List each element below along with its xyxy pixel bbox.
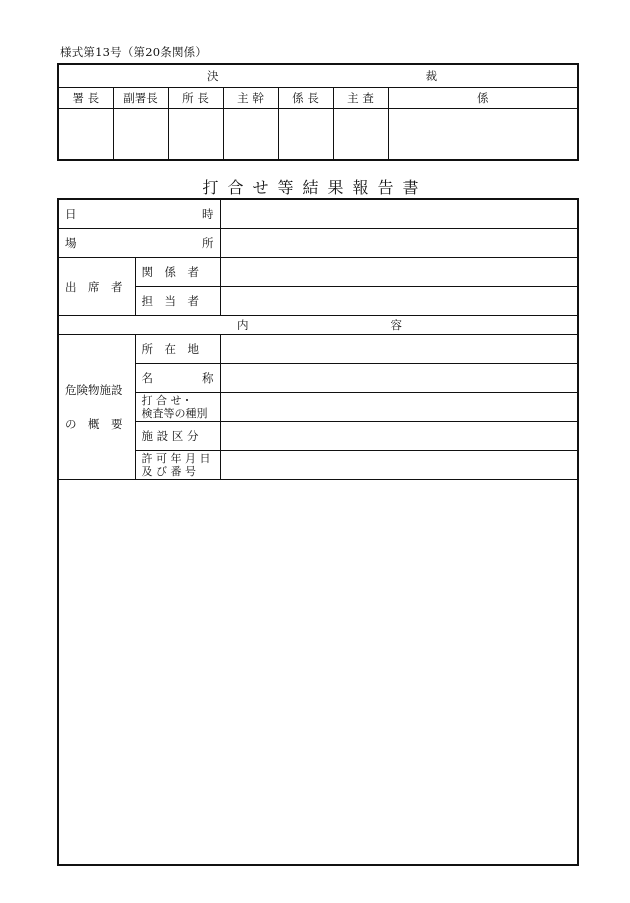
location-label: 所 在 地 bbox=[135, 335, 220, 364]
report-table bbox=[57, 198, 579, 866]
meeting-type-field[interactable] bbox=[220, 393, 578, 422]
role-station-head: 所 長 bbox=[168, 88, 223, 109]
staff-field[interactable] bbox=[220, 287, 578, 316]
facility-category-label: 施 設 区 分 bbox=[135, 422, 220, 451]
staff-label: 担 当 者 bbox=[135, 287, 220, 316]
date-field[interactable] bbox=[220, 199, 578, 229]
name-label: 名 称 bbox=[135, 364, 220, 393]
stamp-box-station-head[interactable] bbox=[168, 109, 223, 161]
approval-header-right: 裁 bbox=[425, 69, 438, 83]
role-section-head: 係 長 bbox=[278, 88, 333, 109]
role-inspector: 主 査 bbox=[333, 88, 388, 109]
stamp-box-supervisor[interactable] bbox=[223, 109, 278, 161]
approval-table bbox=[57, 63, 579, 161]
related-parties-field[interactable] bbox=[220, 258, 578, 287]
location-field[interactable] bbox=[220, 335, 578, 364]
form-number-label: 様式第13号（第20条関係） bbox=[60, 45, 208, 59]
approval-header bbox=[58, 64, 578, 88]
stamp-box-section-head[interactable] bbox=[278, 109, 333, 161]
stamp-box-staff[interactable] bbox=[388, 109, 578, 161]
approval-header-left: 決 bbox=[207, 69, 219, 83]
facility-overview-label: 危険物施設 の 概 要 bbox=[58, 335, 135, 480]
role-chief: 署 長 bbox=[58, 88, 113, 109]
content-header: 内 容 bbox=[58, 316, 578, 335]
related-parties-label: 関 係 者 bbox=[135, 258, 220, 287]
name-field[interactable] bbox=[220, 364, 578, 393]
role-deputy-chief: 副署長 bbox=[113, 88, 168, 109]
facility-category-field[interactable] bbox=[220, 422, 578, 451]
stamp-box-deputy-chief[interactable] bbox=[113, 109, 168, 161]
place-field[interactable] bbox=[220, 229, 578, 258]
document-title: 打合せ等結果報告書 bbox=[202, 178, 428, 197]
content-body-area[interactable] bbox=[58, 480, 578, 866]
role-staff: 係 bbox=[388, 88, 578, 109]
permit-label: 許 可 年 月 日 及 び 番 号 bbox=[135, 451, 220, 480]
role-supervisor: 主 幹 bbox=[223, 88, 278, 109]
attendees-label: 出 席 者 bbox=[58, 258, 135, 316]
stamp-box-inspector[interactable] bbox=[333, 109, 388, 161]
date-label: 日 時 bbox=[58, 199, 220, 229]
meeting-type-label: 打 合 せ・ 検査等の種別 bbox=[135, 393, 220, 422]
permit-field[interactable] bbox=[220, 451, 578, 480]
place-label: 場 所 bbox=[58, 229, 220, 258]
stamp-box-chief[interactable] bbox=[58, 109, 113, 161]
